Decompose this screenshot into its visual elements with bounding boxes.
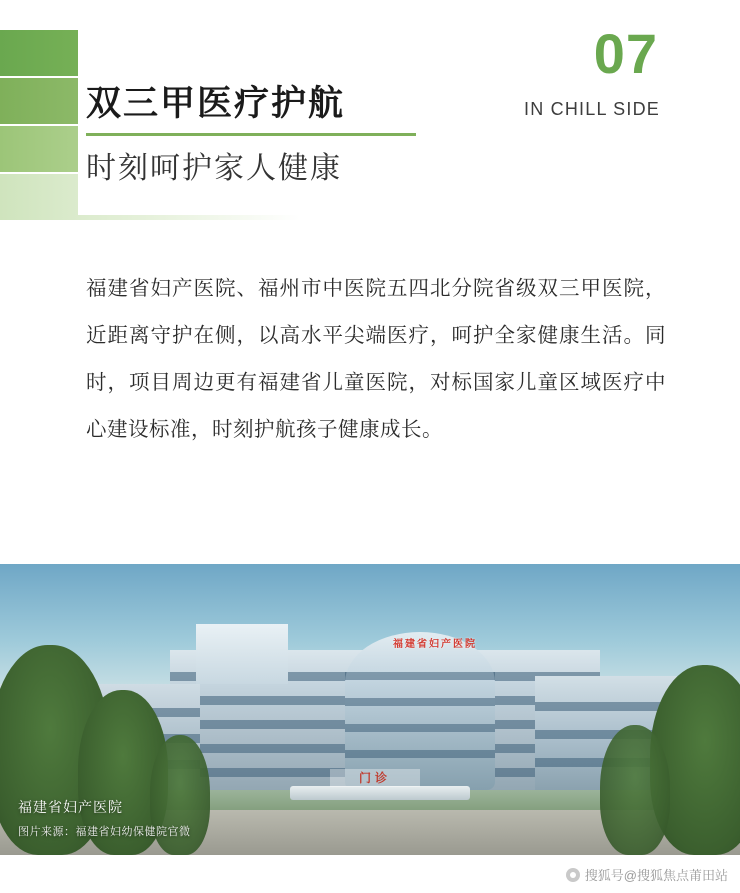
page-title: 双三甲医疗护航 [86,84,346,123]
hospital-tower [196,624,288,684]
watermark-label: 搜狐号@搜狐焦点莆田站 [584,868,728,883]
title-underline [86,133,416,136]
hospital-round-wing [345,632,495,790]
entrance-canopy [290,786,470,800]
section-number: 07 [593,22,658,85]
section-english-label: IN CHILL SIDE [524,99,660,119]
watermark [566,865,728,884]
hospital-photo [0,564,740,855]
entrance-sign: 门诊 [330,769,420,787]
tree-icon [600,725,670,855]
hospital-roof-sign: 福建省妇产医院 [393,639,477,650]
photo-caption: 福建省妇产医院 [18,799,123,815]
header-block [0,0,740,225]
sohu-logo-icon [566,868,580,882]
photo-source: 图片来源：福建省妇幼保健院官微 [18,826,191,838]
body-paragraph: 福建省妇产医院、福州市中医院五四北分院省级双三甲医院，近距离守护在侧，以高水平尖端医疗，呵护全家健康生活。同时，项目周边更有福建省儿童医院，对标国家儿童区域医疗中心建设标准，时刻护航孩子健康成长。 [86,277,666,441]
page-subtitle: 时刻呵护家人健康 [86,152,342,185]
footer-bar [0,855,740,893]
